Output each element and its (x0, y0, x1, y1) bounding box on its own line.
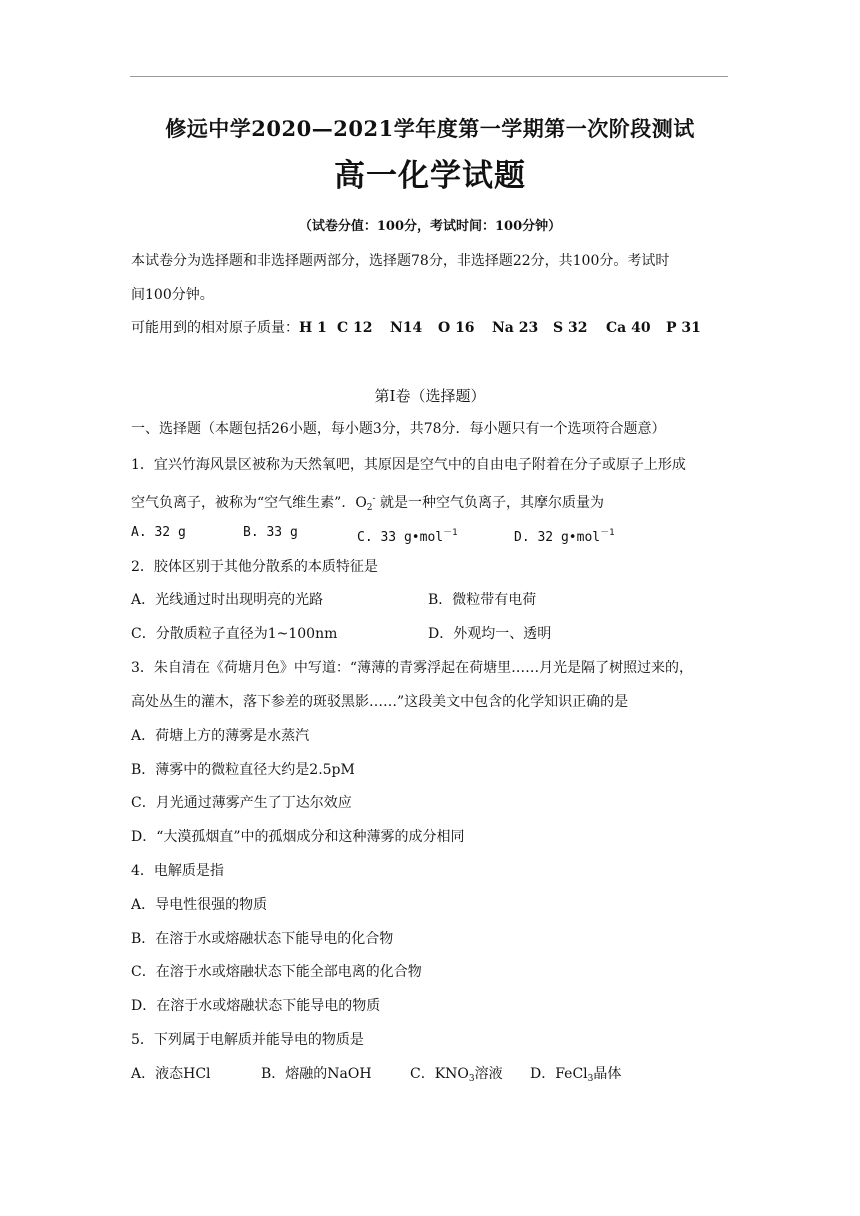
q2-option-b: B．微粒带有电荷 (428, 592, 537, 608)
q4-option-d: D．在溶于水或熔融状态下能导电的物质 (131, 998, 381, 1014)
q5-option-b: B．熔融的NaOH (261, 1066, 372, 1082)
q5-option-d-text: D．FeCl (530, 1066, 588, 1082)
q5-option-c-suffix: 溶液 (474, 1066, 503, 1082)
q1-option-b: B. 33 g (243, 525, 298, 540)
intro-line-1: 本试卷分为选择题和非选择题两部分，选择题78分，非选择题22分，共100分。考试时 (131, 253, 670, 269)
atomic-mass-na: Na 23 (492, 320, 539, 336)
section-title: 第Ⅰ卷（选择题） (374, 387, 486, 405)
atomic-mass-o: O 16 (438, 320, 475, 336)
q1-option-a: A. 32 g (131, 525, 186, 540)
q4-option-a: A．导电性很强的物质 (131, 897, 268, 913)
q4-option-c: C．在溶于水或熔融状态下能全部电离的化合物 (131, 964, 422, 980)
intro-line-2: 间100分钟。 (131, 287, 214, 303)
atomic-mass-h: H 1 (299, 320, 327, 336)
score-time-note: （试卷分值：100分，考试时间：100分钟） (298, 219, 562, 234)
q1-line-2 (131, 489, 604, 518)
q3-option-d: D．“大漠孤烟直”中的孤烟成分和这种薄雾的成分相同 (131, 829, 465, 845)
q1-option-d-text: D. 32 g•mol (514, 530, 601, 545)
q3-option-a: A．荷塘上方的薄雾是水蒸汽 (131, 728, 310, 744)
atomic-masses-label: 可能用到的相对原子质量： (131, 320, 299, 336)
q1-option-d (514, 523, 615, 548)
atomic-mass-ca: Ca 40 (606, 320, 651, 336)
q5-option-d (530, 1064, 621, 1089)
q3-line-2: 高处丛生的灌木，落下参差的斑驳黑影……”这段美文中包含的化学知识正确的是 (131, 694, 629, 710)
q5-option-a: A．液态HCl (131, 1066, 211, 1082)
atomic-mass-s: S 32 (553, 320, 588, 336)
q1-option-c-sup: －1 (443, 528, 458, 538)
q4-stem: 4．电解质是指 (131, 863, 224, 879)
q3-option-c: C．月光通过薄雾产生了丁达尔效应 (131, 795, 352, 811)
atomic-mass-p: P 31 (666, 320, 701, 336)
q2-option-a: A．光线通过时出现明亮的光路 (131, 592, 324, 608)
q1-subscript: 2 (366, 503, 373, 513)
q1-option-c (357, 523, 458, 548)
q1-superscript: - (372, 494, 376, 504)
q2-option-c: C．分散质粒子直径为1~100nm (131, 626, 338, 642)
q5-option-d-suffix: 晶体 (593, 1066, 622, 1082)
section-instruction: 一、选择题（本题包括26小题，每小题3分，共78分．每小题只有一个选项符合题意） (131, 421, 666, 437)
school-exam-title: 修远中学2020—2021学年度第一学期第一次阶段测试 (165, 116, 695, 141)
q1-line-2-text-end: 就是一种空气负离子，其摩尔质量为 (380, 495, 605, 511)
q3-line-1: 3．朱自清在《荷塘月色》中写道：“薄薄的青雾浮起在荷塘里……月光是隔了树照过来的， (131, 660, 694, 676)
q1-option-c-text: C. 33 g•mol (357, 530, 444, 545)
q5-option-d-sub: 3 (587, 1074, 594, 1084)
q2-option-d: D．外观均一、透明 (428, 626, 552, 642)
q5-option-c (410, 1064, 503, 1089)
q1-line-2-text: 空气负离子，被称为“空气维生素”．O (131, 495, 367, 511)
q5-option-c-sub: 3 (468, 1074, 475, 1084)
header-rule (130, 76, 728, 77)
q1-line-1: 1．宜兴竹海风景区被称为天然氧吧，其原因是空气中的自由电子附着在分子或原子上形成 (131, 457, 686, 473)
atomic-mass-c: C 12 (337, 320, 373, 336)
q5-stem: 5．下列属于电解质并能导电的物质是 (131, 1032, 364, 1048)
q3-option-b: B．薄雾中的微粒直径大约是2.5pM (131, 762, 355, 778)
q1-option-d-sup: －1 (600, 528, 615, 538)
atomic-mass-n: N14 (390, 320, 423, 336)
q2-stem: 2．胶体区别于其他分散系的本质特征是 (131, 559, 378, 575)
q4-option-b: B．在溶于水或熔融状态下能导电的化合物 (131, 931, 394, 947)
subject-title: 高一化学试题 (334, 158, 526, 194)
atomic-masses-line (131, 318, 701, 338)
q5-option-c-text: C．KNO (410, 1066, 469, 1082)
